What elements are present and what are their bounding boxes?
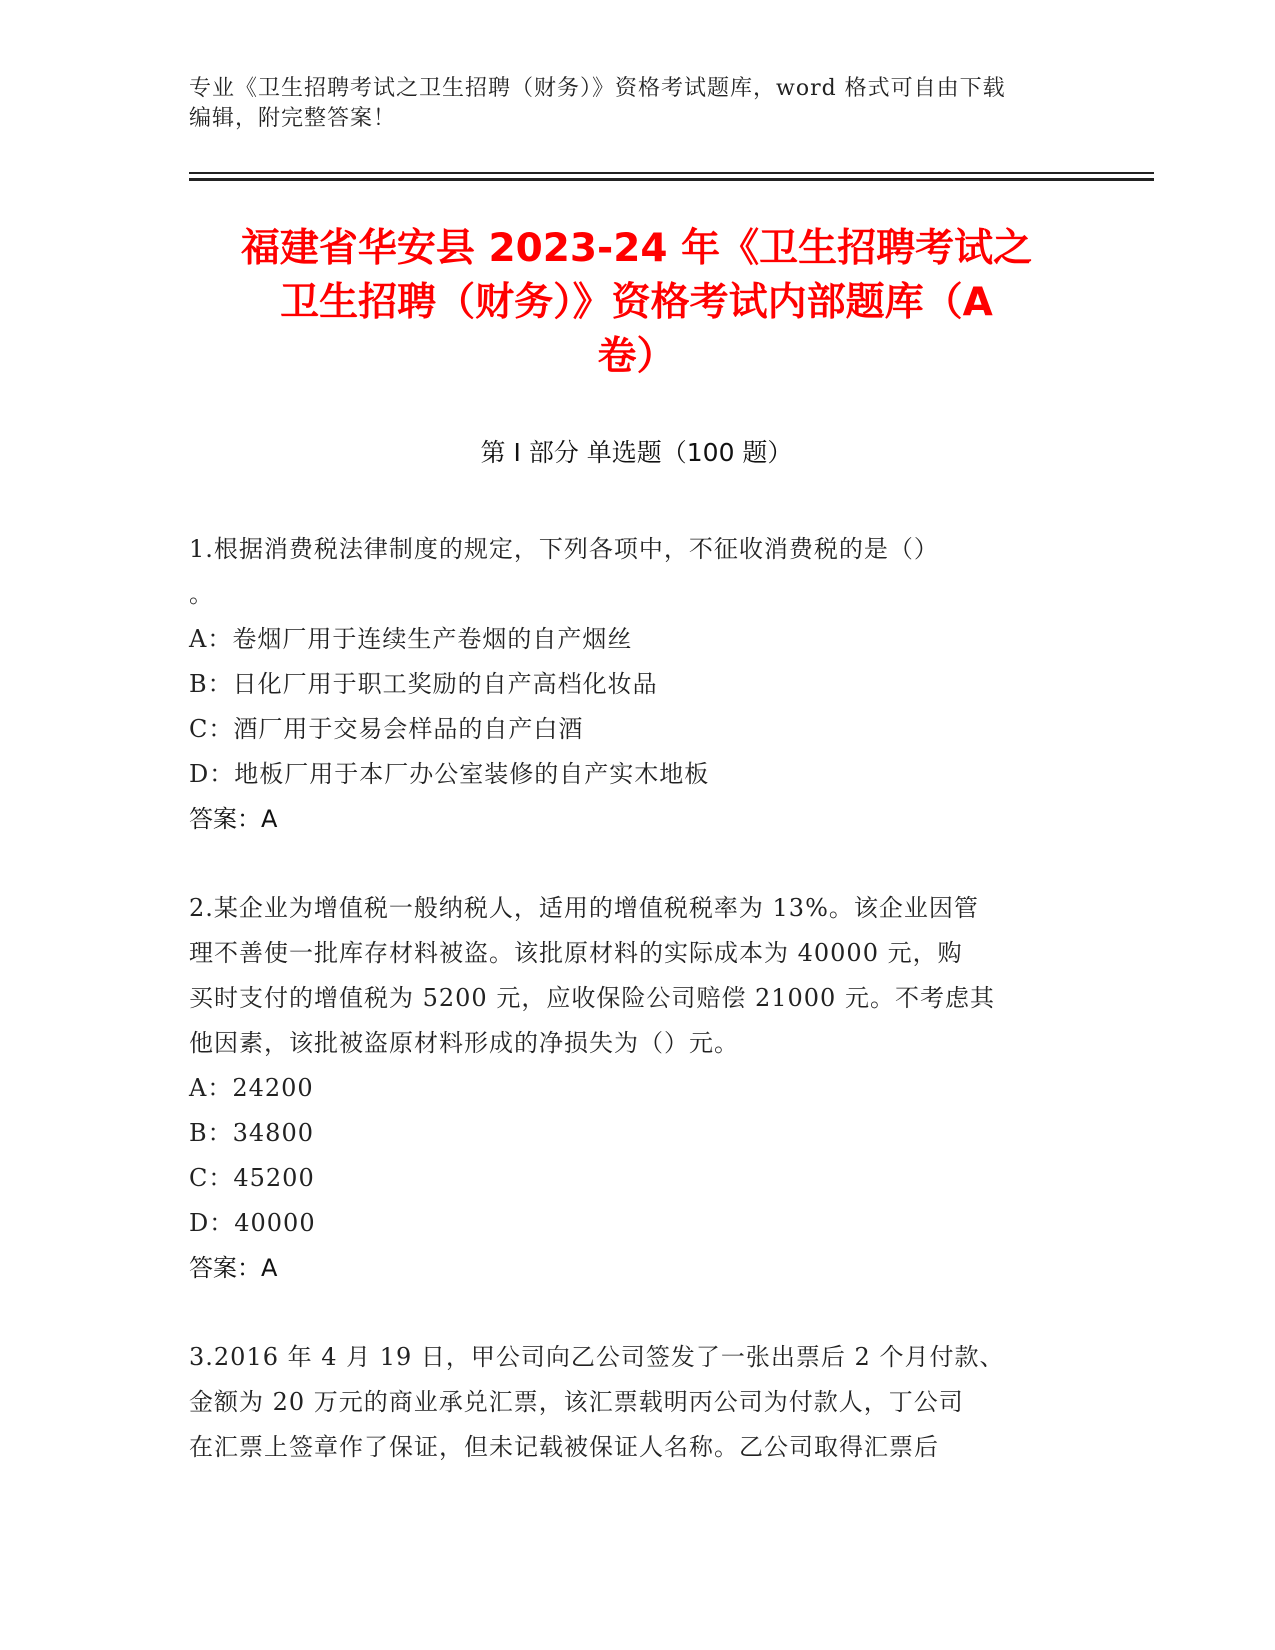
question-stem xyxy=(189,527,1089,617)
question-stem-line: 2.某企业为增值税一般纳税人，适用的增值税税率为 13%。该企业因管 xyxy=(189,894,979,922)
answer: 答案：A xyxy=(189,1254,278,1282)
question-list xyxy=(189,527,1089,1514)
option-c: C：45200 xyxy=(189,1164,315,1192)
answer: 答案：A xyxy=(189,805,278,833)
option-a: A：卷烟厂用于连续生产卷烟的自产烟丝 xyxy=(189,625,633,653)
question-stem-line: 。 xyxy=(189,580,214,608)
header-divider-thick xyxy=(189,178,1154,181)
option-d: D：40000 xyxy=(189,1209,316,1237)
question-stem-line: 在汇票上签章作了保证，但未记载被保证人名称。乙公司取得汇票后 xyxy=(189,1433,939,1461)
question-1 xyxy=(189,527,1089,842)
header-note-line-2: 编辑，附完整答案！ xyxy=(189,106,397,131)
document-title-line-1: 福建省华安县 2023-24 年《卫生招聘考试之 xyxy=(240,226,1033,271)
option-c: C：酒厂用于交易会样品的自产白酒 xyxy=(189,715,584,743)
question-stem xyxy=(189,1335,1089,1470)
option-b: B：日化厂用于职工奖励的自产高档化妆品 xyxy=(189,670,658,698)
header-note-line-1: 专业《卫生招聘考试之卫生招聘（财务）》资格考试题库，word 格式可自由下载 xyxy=(189,76,1006,101)
question-2 xyxy=(189,886,1089,1291)
question-stem-line: 买时支付的增值税为 5200 元，应收保险公司赔偿 21000 元。不考虑其 xyxy=(189,984,995,1012)
question-stem xyxy=(189,886,1089,1066)
question-stem-line: 他因素，该批被盗原材料形成的净损失为（）元。 xyxy=(189,1029,739,1057)
option-a: A：24200 xyxy=(189,1074,314,1102)
question-stem-line: 金额为 20 万元的商业承兑汇票，该汇票载明丙公司为付款人，丁公司 xyxy=(189,1388,964,1416)
question-3 xyxy=(189,1335,1089,1470)
question-stem-line: 3.2016 年 4 月 19 日，甲公司向乙公司签发了一张出票后 2 个月付款、 xyxy=(189,1343,1005,1371)
option-d: D：地板厂用于本厂办公室装修的自产实木地板 xyxy=(189,760,710,788)
header-note xyxy=(189,74,1089,134)
header-divider-thin xyxy=(189,172,1154,174)
question-stem-line: 1.根据消费税法律制度的规定，下列各项中，不征收消费税的是（） xyxy=(189,535,939,563)
document-title-line-3: 卷） xyxy=(597,334,676,379)
option-b: B：34800 xyxy=(189,1119,314,1147)
question-stem-line: 理不善使一批库存材料被盗。该批原材料的实际成本为 40000 元，购 xyxy=(189,939,963,967)
section-title: 第 I 部分 单选题（100 题） xyxy=(480,438,793,467)
document-title-line-2: 卫生招聘（财务）》资格考试内部题库（A xyxy=(280,280,993,325)
document-title xyxy=(189,222,1084,384)
